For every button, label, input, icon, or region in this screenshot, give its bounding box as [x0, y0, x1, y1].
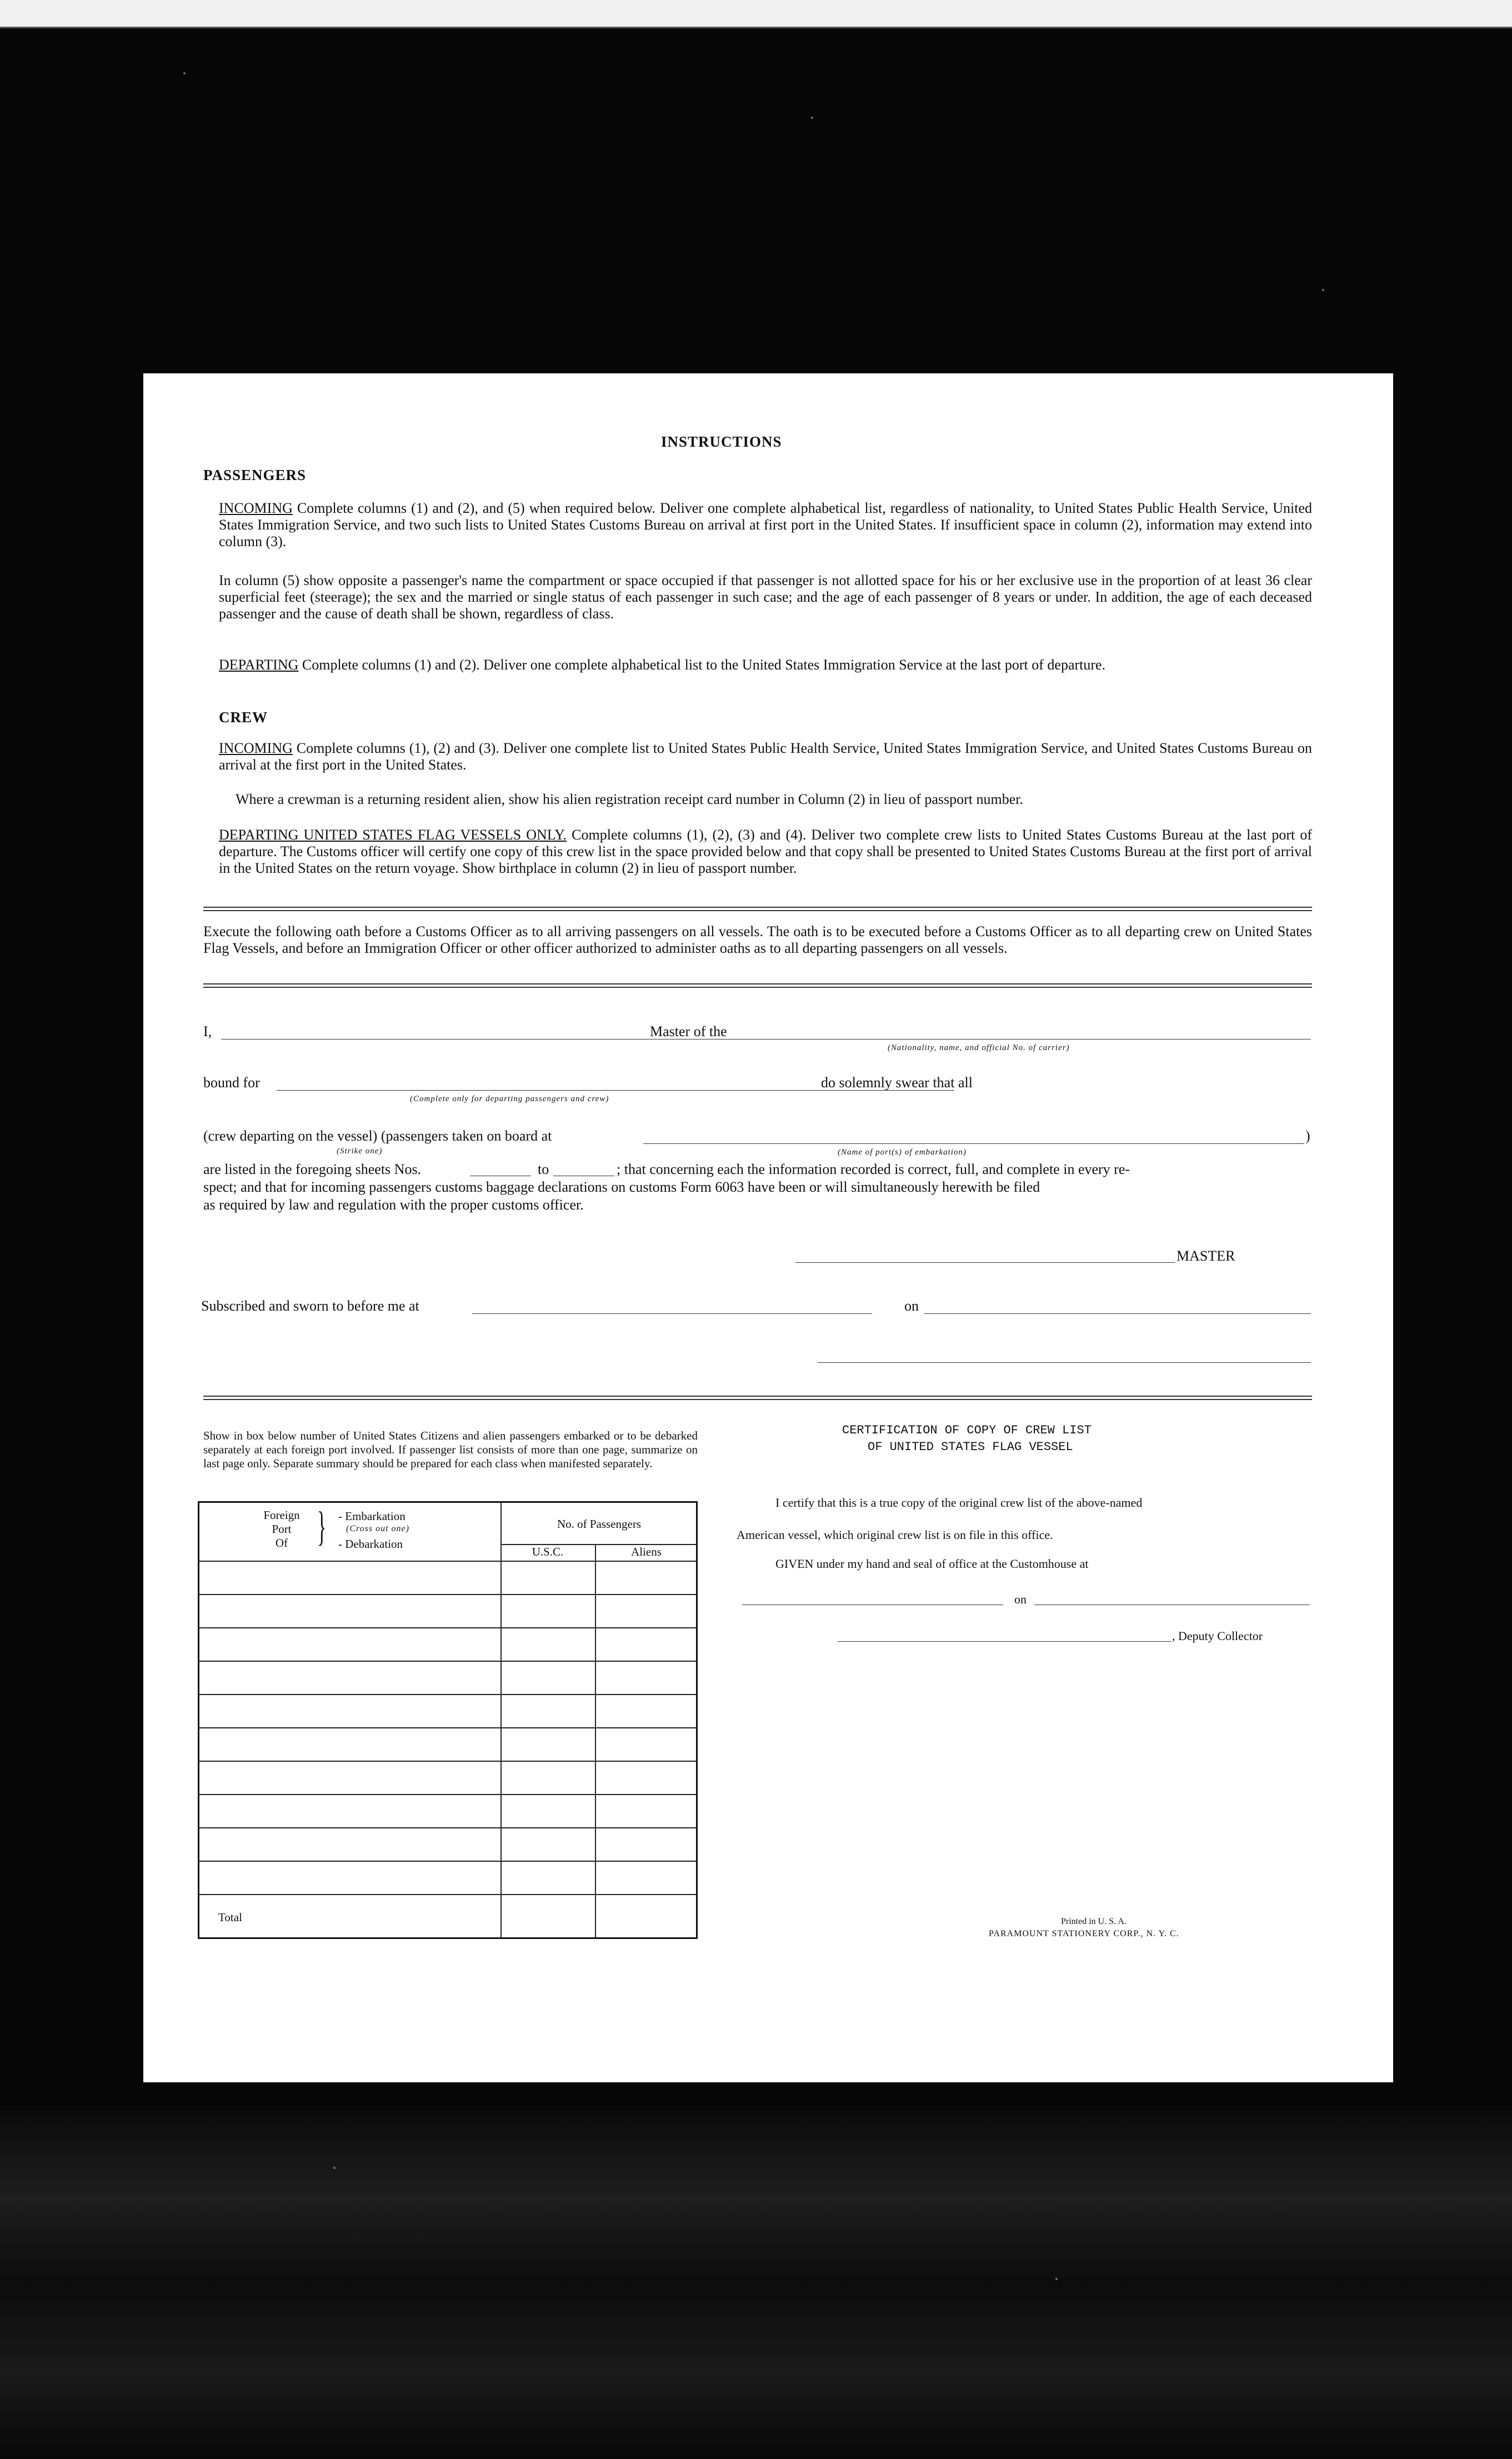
film-speck — [333, 2167, 336, 2169]
crew-heading: CREW — [219, 709, 268, 726]
bound-for-hint: (Complete only for departing passengers and crew) — [410, 1094, 609, 1103]
film-speck — [183, 72, 186, 74]
table-row-divider — [199, 1627, 696, 1628]
port-header-line: Port — [272, 1522, 292, 1536]
crew-passengers-label: (crew departing on the vessel) (passengers taken on board at — [203, 1128, 552, 1144]
crew-departing-label: DEPARTING UNITED STATES FLAG VESSELS ONLY. — [219, 827, 567, 843]
listed-rest-2: spect; and that for incoming passengers customs baggage declarations on customs Form 6063 have been or will simultaneously herewith be filed — [203, 1179, 1040, 1195]
sworn-on-field[interactable] — [924, 1313, 1311, 1314]
table-row-divider — [199, 1794, 696, 1795]
table-row-divider — [199, 1561, 696, 1562]
section-divider — [203, 907, 1312, 911]
port-header — [255, 1508, 308, 1550]
form-sheet — [143, 373, 1393, 2082]
film-speck — [1322, 289, 1324, 291]
printer-name: PARAMOUNT STATIONERY CORP., N. Y. C. — [989, 1929, 1179, 1938]
cross-out-hint: (Cross out one) — [346, 1524, 409, 1533]
strike-one-hint: (Strike one) — [337, 1147, 383, 1156]
officer-signature-field[interactable] — [818, 1362, 1311, 1363]
certification-on-label: on — [1014, 1592, 1027, 1606]
no-passengers-header: No. of Passengers — [557, 1517, 642, 1531]
listed-label: are listed in the foregoing sheets Nos. — [203, 1161, 422, 1177]
passengers-incoming-text: Complete columns (1) and (2), and (5) when required below. Deliver one complete alphabetical list, regardless of nationality, to United States Public Health Service, United States Immigration Service, and two such lists to United States Customs Bureau on arrival at first port in the United States. If insufficient space in column (2), information may extend into column (3). — [219, 500, 1313, 549]
sworn-at-field[interactable] — [472, 1313, 872, 1314]
crew-resident-paragraph: Where a crewman is a returning resident alien, show his alien registration receipt card number in Column (2) in lieu of passport number. — [236, 791, 1024, 807]
certification-text-2: American vessel, which original crew list is on file in this office. — [737, 1528, 1053, 1542]
aliens-header: Aliens — [631, 1545, 662, 1558]
passengers-departing-text: Complete columns (1) and (2). Deliver one complete alphabetical list to the United States Immigration Service at the last port of departure. — [302, 657, 1106, 673]
passengers-departing-label: DEPARTING — [219, 657, 299, 673]
table-row-divider — [199, 1861, 696, 1862]
to-label: to — [538, 1161, 549, 1177]
passenger-summary-table — [198, 1501, 698, 1939]
instructions-title: INSTRUCTIONS — [661, 433, 782, 450]
table-row-divider — [199, 1761, 696, 1762]
oath-intro: Execute the following oath before a Customs Officer as to all arriving passengers on all vessels. The oath is to be executed before a Customs Officer as to all departing crew on United States Flag Vessels, and before an Immigration Officer or other officer authorized to administer oaths as to all departing passengers on all vessels. — [203, 923, 1312, 956]
master-signature-field[interactable] — [795, 1262, 1175, 1263]
film-bottom-area — [0, 2111, 1512, 2459]
table-col-divider — [500, 1503, 502, 1937]
passengers-departing-paragraph — [219, 657, 1312, 673]
port-header-line: Foreign — [263, 1508, 300, 1522]
embarkation-ports-field[interactable] — [643, 1143, 1304, 1144]
sworn-on-label: on — [904, 1298, 919, 1314]
total-label: Total — [218, 1911, 242, 1924]
master-of-label: Master of the — [650, 1023, 727, 1039]
bound-for-label: bound for — [203, 1074, 260, 1091]
summary-note: Show in box below number of United States Citizens and alien passengers embarked or to be debarked separately at each foreign port involved. If passenger list consists of more than one page, summarize on last page only. Separate summary should be prepared for each class when manifested separately. — [203, 1429, 698, 1470]
section-divider — [203, 983, 1312, 988]
table-row-divider — [199, 1827, 696, 1828]
crew-departing-text: Complete columns (1), (2), (3) and (4). Deliver two complete crew lists to United States Customs Bureau at the last port of departure. The Customs officer will certify one copy of this crew list in the space provided below and that copy shall be presented to United States Customs Bureau at the first port of arrival in the United States on the return voyage. Show birthplace in column (2) in lieu of passport number. — [219, 827, 1312, 876]
master-signature-label: MASTER — [1176, 1248, 1235, 1264]
table-row-divider — [199, 1727, 696, 1728]
table-col-divider — [595, 1544, 596, 1937]
passengers-column5-paragraph: In column (5) show opposite a passenger's name the compartment or space occupied if that passenger is not allotted space for his or her exclusive use in the proportion of at least 36 clear superficial feet (steerage); the sex and the married or single status of each passenger in such case; and the age of each passenger of 8 years or under. In addition, the age of each deceased passenger and the cause of death shall be shown, regardless of class. — [219, 572, 1312, 622]
debarkation-label: - Debarkation — [338, 1537, 403, 1551]
certification-text-3: GIVEN under my hand and seal of office at the Customhouse at — [775, 1557, 1089, 1571]
table-row-divider — [199, 1594, 696, 1595]
embarkation-label: - Embarkation — [338, 1510, 405, 1523]
deputy-collector-label: , Deputy Collector — [1172, 1629, 1263, 1643]
film-speck — [811, 117, 813, 119]
certification-title-1: CERTIFICATION OF COPY OF CREW LIST — [842, 1423, 1092, 1437]
table-row-divider — [199, 1661, 696, 1662]
table-row-divider — [199, 1894, 696, 1895]
usc-header: U.S.C. — [532, 1545, 564, 1558]
film-speck — [1055, 2278, 1058, 2280]
section-divider — [203, 1396, 1312, 1400]
certification-text-1: I certify that this is a true copy of the original crew list of the above-named — [775, 1496, 1143, 1510]
crew-incoming-text: Complete columns (1), (2) and (3). Deliver one complete list to United States Public Health Service, United States Immigration Service, and United States Customs Bureau on arrival at the first port in the United States. — [219, 740, 1312, 773]
listed-rest-3: as required by law and regulation with the proper customs officer. — [203, 1197, 584, 1213]
crew-departing-paragraph — [219, 827, 1312, 877]
crew-incoming-label: INCOMING — [219, 740, 293, 756]
table-row-divider — [199, 1694, 696, 1695]
close-paren: ) — [1305, 1128, 1310, 1144]
passengers-heading: PASSENGERS — [203, 467, 307, 483]
brace-icon: } — [317, 1505, 327, 1550]
listed-rest-1: ; that concerning each the information recorded is correct, full, and complete in every re- — [617, 1161, 1130, 1177]
swear-label: do solemnly swear that all — [821, 1074, 973, 1091]
oath-i-label: I, — [203, 1023, 212, 1039]
crew-incoming-paragraph — [219, 740, 1312, 773]
carrier-hint: (Nationality, name, and official No. of carrier) — [888, 1043, 1070, 1052]
deputy-collector-signature-field[interactable] — [838, 1641, 1171, 1642]
ports-hint: (Name of port(s) of embarkation) — [838, 1148, 967, 1157]
passengers-incoming-paragraph — [219, 500, 1312, 550]
printed-in-usa: Printed in U. S. A. — [1061, 1917, 1127, 1926]
film-top-rule — [0, 27, 1512, 28]
subscribed-label: Subscribed and sworn to before me at — [201, 1298, 419, 1314]
certification-title-2: OF UNITED STATES FLAG VESSEL — [868, 1440, 1073, 1454]
passengers-incoming-label: INCOMING — [219, 500, 293, 516]
film-top-edge — [0, 0, 1512, 27]
port-header-line: Of — [275, 1536, 288, 1550]
